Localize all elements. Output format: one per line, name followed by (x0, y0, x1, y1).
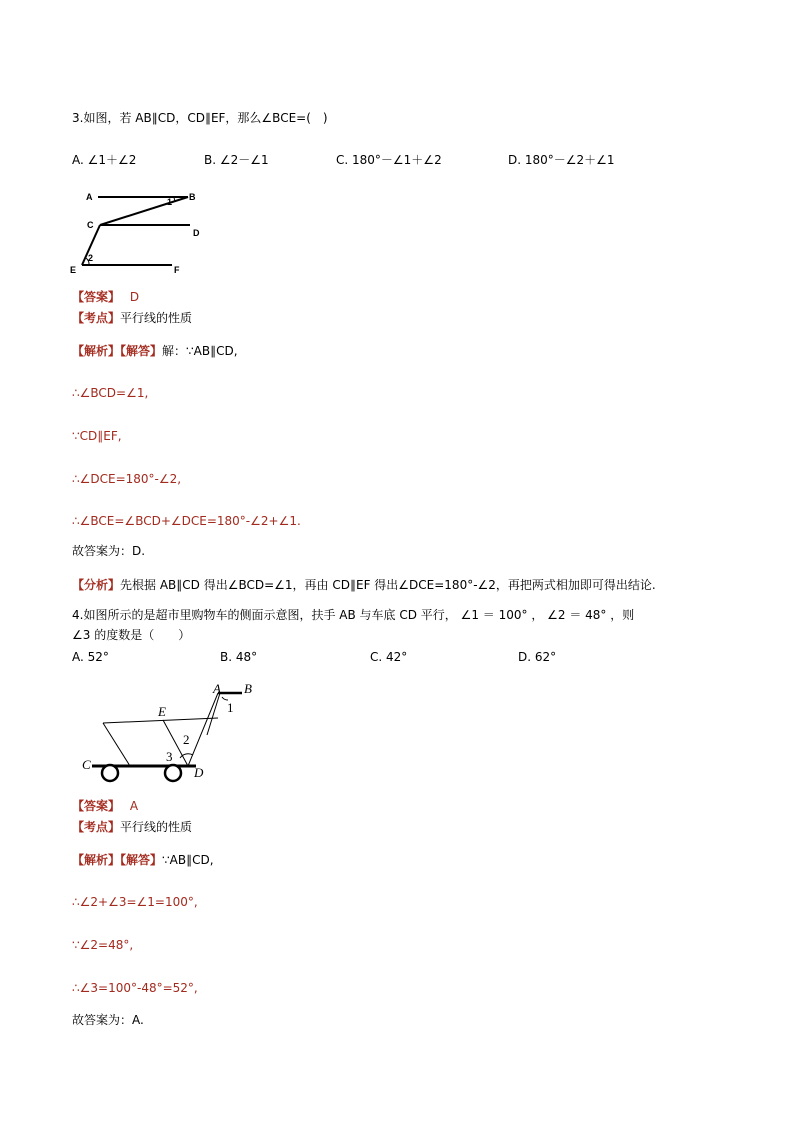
q3-jiexi-line-3: ∵CD∥EF, (72, 429, 122, 443)
q3-jiexi-line-2: ∴∠BCD=∠1, (72, 386, 149, 400)
q4-rear-wheel (165, 765, 181, 781)
q3-label-b: B (189, 192, 196, 202)
q3-answer: D (129, 290, 140, 304)
q3-label-e: E (70, 265, 77, 275)
q4-answer-row (72, 798, 138, 814)
q4-jiexi-line-2: ∴∠2+∠3=∠1=100°, (72, 895, 198, 909)
q3-conclusion: 故答案为：D. (72, 544, 146, 558)
q3-label-angle1: 1 (167, 197, 173, 207)
q3-fenxi: 先根据 AB∥CD 得出∠BCD=∠1，再由 CD∥EF 得出∠DCE=180°-∠2，再把两式相加即可得出结论. (120, 578, 656, 592)
q4-answer-label: 【答案】 (72, 799, 121, 813)
q3-answer-label: 【答案】 (72, 290, 121, 304)
q3-jiexi-label: 【解析】【解答】 (72, 344, 163, 358)
q4-jiexi-line-4: ∴∠3=100°-48°=52°, (72, 981, 198, 995)
q4-front-edge (103, 723, 130, 766)
q4-conclusion: 故答案为：A. (72, 1013, 144, 1027)
q3-option-c: C. 180°－∠1＋∠2 (336, 153, 442, 167)
q4-jiexi-label: 【解析】【解答】 (72, 853, 163, 867)
q4-label-c: C (82, 757, 91, 772)
q4-kaodian-row (72, 819, 192, 835)
q3-kaodian: 平行线的性质 (120, 311, 193, 325)
q3-jiexi-line-4: ∴∠DCE=180°-∠2, (72, 472, 182, 486)
q3-option-a: A. ∠1＋∠2 (72, 153, 137, 167)
q3-stem: 3.如图，若 AB∥CD，CD∥EF，那么∠BCE=( ) (72, 111, 328, 125)
q4-option-c: C. 42° (370, 650, 408, 664)
q3-label-a: A (86, 192, 93, 202)
q3-jiexi-line-1: 解：∵AB∥CD, (162, 344, 238, 358)
q4-jiexi-line-1: ∵AB∥CD, (162, 853, 214, 867)
q4-option-d: D. 62° (518, 650, 557, 664)
q3-label-d: D (193, 228, 200, 238)
q4-kaodian-label: 【考点】 (72, 820, 121, 834)
q4-stem-line2: ∠3 的度数是（ ） (72, 628, 191, 642)
q3-kaodian-label: 【考点】 (72, 311, 121, 325)
q3-label-f: F (174, 265, 180, 275)
q4-kaodian: 平行线的性质 (120, 820, 193, 834)
q4-option-b: B. 48° (220, 650, 258, 664)
q4-label-angle2: 2 (183, 732, 190, 747)
q4-jiexi-line-3: ∵∠2=48°, (72, 938, 134, 952)
q4-label-e: E (158, 704, 166, 719)
q4-jiexi-row (72, 852, 214, 868)
q4-label-d: D (194, 765, 204, 780)
q4-answer: A (129, 799, 139, 813)
q4-label-b: B (244, 681, 252, 696)
q3-jiexi-line-5: ∴∠BCE=∠BCD+∠DCE=180°-∠2+∠1. (72, 514, 301, 528)
q4-label-angle1: 1 (227, 700, 234, 715)
q4-option-a: A. 52° (72, 650, 109, 664)
q3-label-c: C (87, 220, 94, 230)
q4-front-wheel (102, 765, 118, 781)
q3-option-b: B. ∠2－∠1 (204, 153, 269, 167)
q3-option-d: D. 180°－∠2＋∠1 (508, 153, 615, 167)
q4-stem-line1: 4.如图所示的是超市里购物车的侧面示意图，扶手 AB 与车底 CD 平行， ∠1 ＝ 100° ， ∠2 ＝ 48° ，则 (72, 608, 635, 622)
q3-label-angle2: 2 (88, 253, 94, 263)
q4-label-angle3: 3 (166, 749, 173, 764)
q3-fenxi-label: 【分析】 (72, 578, 121, 592)
q4-label-a: A (213, 681, 221, 696)
